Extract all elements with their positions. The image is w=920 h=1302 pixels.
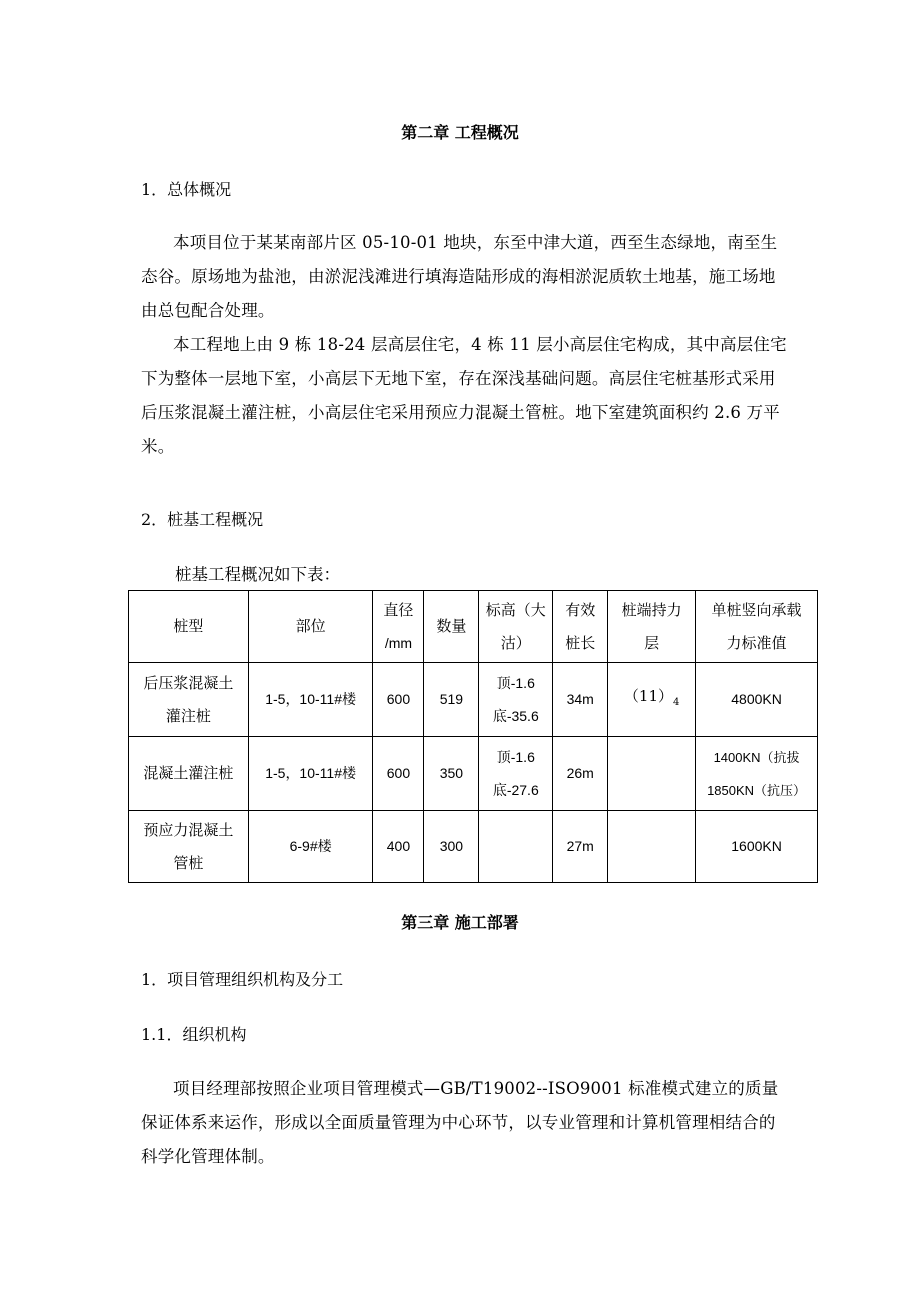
table-row: 预应力混凝土 管桩 6-9#楼 400 300 27m 1600KN	[129, 811, 818, 883]
header-pile-type: 桩型	[129, 591, 249, 663]
table-header-row	[129, 591, 818, 663]
pile-summary-table	[128, 590, 818, 883]
header-bearing-layer: 桩端持力 层	[608, 591, 696, 663]
table-row: 后压浆混凝土 灌注桩 1-5，10-11#楼 600 519 顶-1.6 底-35.6 34m $(11)_4$ 4800KN	[129, 663, 818, 737]
section-3-1-1-heading: 1.1．组织机构	[141, 1025, 247, 1044]
header-elevation: 标高（大 沽）	[479, 591, 553, 663]
chapter-2-title: 第二章 工程概况	[401, 123, 519, 142]
header-count: 数量	[424, 591, 479, 663]
table-row: 混凝土灌注桩 1-5，10-11#楼 600 350 顶-1.6 底-27.6 26m 1400KN（抗拔 1850KN（抗压）	[129, 737, 818, 811]
header-bearing-capacity: 单桩竖向承载 力标准值	[696, 591, 818, 663]
header-effective-length: 有效 桩长	[553, 591, 608, 663]
table-intro: 桩基工程概况如下表：	[175, 565, 340, 584]
chapter-3-title: 第三章 施工部署	[401, 913, 519, 932]
section-2-heading: 2．桩基工程概况	[141, 510, 264, 529]
header-diameter: 直径 /mm	[373, 591, 424, 663]
header-location: 部位	[248, 591, 373, 663]
organization-paragraph: 项目经理部按照企业项目管理模式—GB/T19002--ISO9001 标准模式建立的质量保证体系来运作，形成以全面质量管理为中心环节，以专业管理和计算机管理相结合的科学化管理体制。	[141, 1079, 779, 1166]
overview-paragraph-1: 本项目位于某某南部片区 05-10-01 地块，东至中津大道，西至生态绿地，南至生态谷。原场地为盐池，由淤泥浅滩进行填海造陆形成的海相淤泥质软土地基，施工场地由总包配合处理。	[141, 233, 778, 320]
section-1-heading: 1．总体概况	[141, 180, 232, 199]
section-3-1-heading: 1．项目管理组织机构及分工	[141, 970, 344, 989]
overview-paragraph-2: 本工程地上由 9 栋 18-24 层高层住宅，4 栋 11 层小高层住宅构成，其中高层住宅下为整体一层地下室，小高层下无地下室，存在深浅基础问题。高层住宅桩基形式采用后压浆混凝土灌注桩，小高层住宅采用预应力混凝土管桩。地下室建筑面积约 2.6 万平米。	[141, 335, 787, 456]
